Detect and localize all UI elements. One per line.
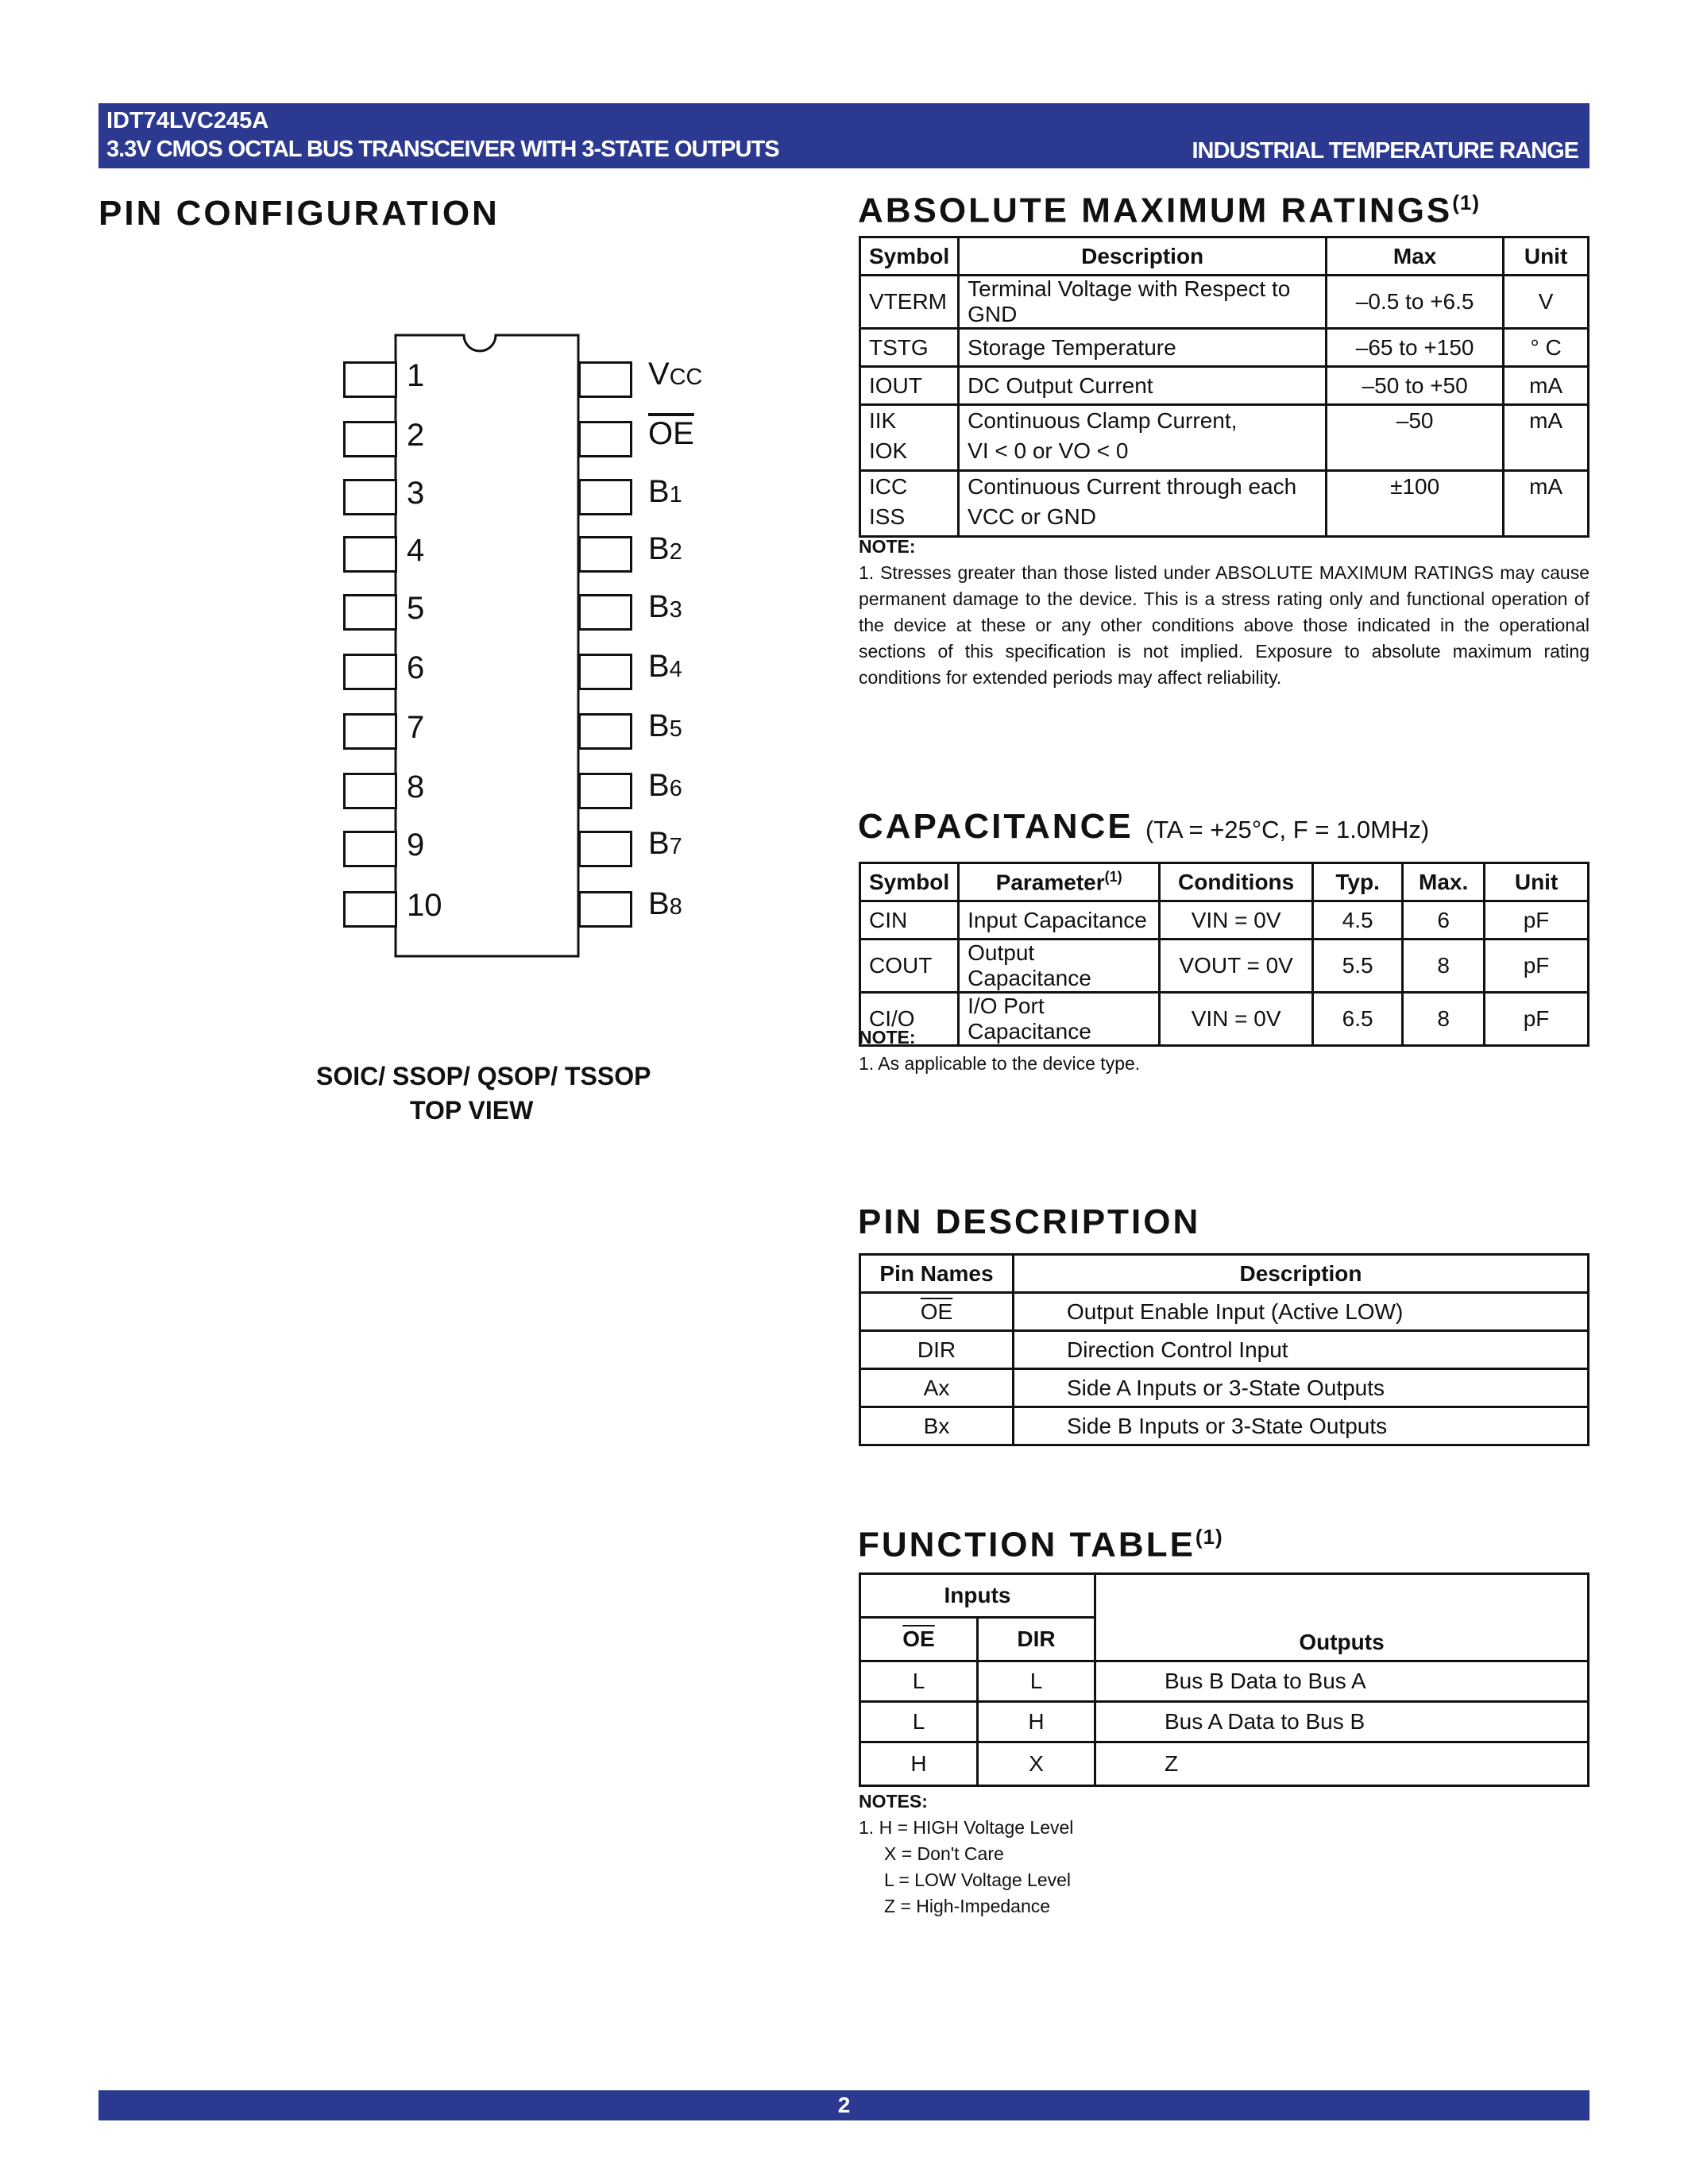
package-label: SOIC/ SSOP/ QSOP/ TSSOP — [316, 1062, 651, 1090]
pin-lead — [578, 536, 632, 573]
oe-cell: H — [860, 1742, 978, 1786]
pin-lead — [343, 361, 397, 398]
unit-cell: mA — [1504, 471, 1589, 537]
pin-label-b2: B2 — [648, 531, 682, 566]
description-cell: Side A Inputs or 3-State Outputs — [1014, 1369, 1589, 1407]
symbol-line: IIK — [869, 408, 897, 433]
capacitance-heading — [858, 807, 1429, 847]
function-table-footnote-ref: (1) — [1195, 1525, 1223, 1549]
description-line: VCC or GND — [968, 504, 1096, 529]
unit-cell: pF — [1485, 940, 1589, 993]
page-number: 2 — [837, 2093, 851, 2117]
pin-cell: DIR — [860, 1331, 1014, 1369]
table-row — [860, 471, 1589, 537]
symbol-cell — [860, 405, 959, 471]
col-max: Max — [1327, 237, 1504, 276]
function-table-heading — [858, 1525, 1223, 1565]
table-row — [860, 367, 1589, 405]
pin-desc-heading: PIN DESCRIPTION — [858, 1202, 1201, 1241]
abs-max-table — [859, 236, 1590, 538]
table-row — [860, 1661, 1589, 1702]
col-parameter — [959, 863, 1160, 901]
col-description: Description — [1014, 1255, 1589, 1293]
conditions-cell: VIN = 0V — [1160, 993, 1313, 1046]
max-cell: 8 — [1403, 993, 1485, 1046]
abs-max-footnote-ref: (1) — [1452, 191, 1481, 214]
table-row — [860, 1407, 1589, 1445]
symbol-cell: IOUT — [860, 367, 959, 405]
table-header-row — [860, 237, 1589, 276]
typ-cell: 4.5 — [1313, 901, 1403, 940]
output-cell: Z — [1095, 1742, 1589, 1786]
output-cell: Bus A Data to Bus B — [1095, 1702, 1589, 1742]
note-text: 1. As applicable to the device type. — [859, 1053, 1141, 1074]
col-oe — [860, 1618, 978, 1661]
note-text: 1. Stresses greater than those listed under ABSOLUTE MAXIMUM RATINGS may cause permanent damage to the device. This is a stress rating only and functional operation of the device at these or any other conditions above those indicated in the operational sections of this specification is not implied. Exposure to absolute maximum rating conditions for extended periods may affect reliability. — [859, 562, 1590, 688]
pin-lead — [343, 773, 397, 809]
pin-lead — [343, 594, 397, 631]
conditions-cell: VOUT = 0V — [1160, 940, 1313, 993]
parameter-cell: Output Capacitance — [959, 940, 1160, 993]
description-cell: Storage Temperature — [959, 329, 1327, 367]
table-row — [860, 901, 1589, 940]
function-table — [859, 1572, 1590, 1787]
footer-bar — [98, 2090, 1590, 2120]
description-line: Continuous Clamp Current, — [968, 408, 1238, 433]
pin-number: 8 — [407, 770, 425, 805]
parameter-footnote-ref: (1) — [1104, 868, 1122, 885]
unit-cell: pF — [1485, 901, 1589, 940]
table-row — [860, 405, 1589, 471]
description-line: Continuous Current through each — [968, 474, 1297, 499]
max-cell: ±100 — [1327, 471, 1504, 537]
abs-max-heading — [858, 191, 1480, 231]
symbol-cell: COUT — [860, 940, 959, 993]
table-row — [860, 1293, 1589, 1331]
col-unit: Unit — [1504, 237, 1589, 276]
description-cell: Output Enable Input (Active LOW) — [1014, 1293, 1589, 1331]
pin-lead — [343, 713, 397, 750]
pin-lead — [578, 421, 632, 457]
pin-number: 9 — [407, 828, 425, 862]
pin-lead — [578, 773, 632, 809]
pin-lead — [578, 891, 632, 928]
pin-lead — [343, 421, 397, 457]
oe-cell: L — [860, 1702, 978, 1742]
notes-heading: NOTES: — [859, 1791, 928, 1812]
col-outputs: Outputs — [1095, 1574, 1589, 1661]
col-symbol: Symbol — [860, 237, 959, 276]
max-cell: –65 to +150 — [1327, 329, 1504, 367]
col-unit: Unit — [1485, 863, 1589, 901]
table-row — [860, 276, 1589, 329]
pin-cell — [860, 1293, 1014, 1331]
symbol-cell: VTERM — [860, 276, 959, 329]
typ-cell: 6.5 — [1313, 993, 1403, 1046]
note-heading: NOTE: — [859, 1027, 916, 1048]
unit-cell: ° C — [1504, 329, 1589, 367]
function-table-notes — [859, 1788, 1590, 1920]
max-cell: –50 — [1327, 405, 1504, 471]
pin-lead — [578, 654, 632, 690]
dir-cell: L — [978, 1661, 1095, 1702]
unit-cell: mA — [1504, 367, 1589, 405]
symbol-line: IOK — [869, 438, 908, 463]
table-row — [860, 1702, 1589, 1742]
col-symbol: Symbol — [860, 863, 959, 901]
table-header-row — [860, 1574, 1589, 1618]
pin-number: 1 — [407, 358, 425, 393]
col-pin-names: Pin Names — [860, 1255, 1014, 1293]
pin-label-b3: B3 — [648, 589, 682, 624]
symbol-line: ISS — [869, 504, 906, 529]
header-banner — [98, 103, 1590, 168]
function-table-title: FUNCTION TABLE — [858, 1525, 1196, 1565]
pin-number: 6 — [407, 650, 425, 685]
pin-lead — [343, 536, 397, 573]
oe-cell: L — [860, 1661, 978, 1702]
pin-number: 5 — [407, 591, 425, 626]
dir-cell: X — [978, 1742, 1095, 1786]
symbol-cell: CI/O — [860, 993, 959, 1046]
col-parameter-label: Parameter — [995, 870, 1105, 895]
document-title: 3.3V CMOS OCTAL BUS TRANSCEIVER WITH 3-STATE OUTPUTS — [106, 137, 779, 162]
col-conditions: Conditions — [1160, 863, 1313, 901]
pin-label-oe: $\overline{OE}$ — [648, 416, 694, 451]
pin-number: 2 — [407, 418, 425, 453]
symbol-cell: TSTG — [860, 329, 959, 367]
table-row — [860, 1369, 1589, 1407]
pin-cell: Ax — [860, 1369, 1014, 1407]
col-inputs: Inputs — [860, 1574, 1095, 1618]
pin-number: 10 — [407, 888, 442, 923]
pin-label-b5: B5 — [648, 708, 682, 743]
note-heading: NOTE: — [859, 536, 916, 557]
dir-cell: H — [978, 1702, 1095, 1742]
col-max: Max. — [1403, 863, 1485, 901]
part-number: IDT74LVC245A — [106, 108, 269, 133]
description-cell — [959, 405, 1327, 471]
capacitance-title: CAPACITANCE — [858, 807, 1134, 846]
pin-lead — [578, 594, 632, 631]
col-oe-label: $\overline{OE}$ — [902, 1626, 935, 1651]
pin-lead — [343, 654, 397, 690]
table-row — [860, 1742, 1589, 1786]
pin-number: 3 — [407, 476, 425, 511]
description-cell: Terminal Voltage with Respect to GND — [959, 276, 1327, 329]
pin-lead — [343, 831, 397, 867]
table-row — [860, 940, 1589, 993]
pin-number: 7 — [407, 710, 425, 745]
conditions-cell: VIN = 0V — [1160, 901, 1313, 940]
pin-label-vcc: VCC — [648, 357, 703, 392]
note-line: L = LOW Voltage Level — [884, 1870, 1072, 1890]
table-header-row — [860, 1255, 1589, 1293]
table-row — [860, 329, 1589, 367]
capacitance-condition: (TA = +25°C, F = 1.0MHz) — [1145, 816, 1430, 843]
description-cell — [959, 471, 1327, 537]
output-cell: Bus B Data to Bus A — [1095, 1661, 1589, 1702]
pin-lead — [343, 479, 397, 515]
symbol-cell: CIN — [860, 901, 959, 940]
pin-lead — [578, 831, 632, 867]
pin-number: 4 — [407, 533, 425, 568]
pin-lead — [578, 361, 632, 398]
note-line: Z = High-Impedance — [884, 1896, 1051, 1916]
pin-name: $\overline{OE}$ — [920, 1298, 953, 1324]
description-line: VI < 0 or VO < 0 — [968, 438, 1129, 463]
temperature-range: INDUSTRIAL TEMPERATURE RANGE — [1192, 138, 1578, 164]
abs-max-title: ABSOLUTE MAXIMUM RATINGS — [858, 191, 1453, 230]
pin-config-heading: PIN CONFIGURATION — [98, 194, 500, 233]
max-cell: –0.5 to +6.5 — [1327, 276, 1504, 329]
pin-lead — [578, 713, 632, 750]
max-cell: 8 — [1403, 940, 1485, 993]
pin-desc-table — [859, 1253, 1590, 1446]
col-dir: DIR — [978, 1618, 1095, 1661]
symbol-cell — [860, 471, 959, 537]
typ-cell: 5.5 — [1313, 940, 1403, 993]
pin-label-b8: B8 — [648, 886, 682, 921]
symbol-line: ICC — [869, 474, 908, 499]
pin-lead — [343, 891, 397, 928]
abs-max-note — [859, 534, 1590, 691]
unit-cell: mA — [1504, 405, 1589, 471]
description-cell: Direction Control Input — [1014, 1331, 1589, 1369]
col-typ: Typ. — [1313, 863, 1403, 901]
pin-cell: Bx — [860, 1407, 1014, 1445]
note-line: 1. H = HIGH Voltage Level — [859, 1817, 1074, 1838]
pin-label-b7: B7 — [648, 826, 682, 861]
parameter-cell: I/O Port Capacitance — [959, 993, 1160, 1046]
max-cell: 6 — [1403, 901, 1485, 940]
col-description: Description — [959, 237, 1327, 276]
unit-cell: V — [1504, 276, 1589, 329]
unit-cell: pF — [1485, 993, 1589, 1046]
description-cell: DC Output Current — [959, 367, 1327, 405]
capacitance-table — [859, 862, 1590, 1047]
table-header-row — [860, 863, 1589, 901]
parameter-cell: Input Capacitance — [959, 901, 1160, 940]
note-line: X = Don't Care — [884, 1843, 1004, 1864]
table-row — [860, 1331, 1589, 1369]
capacitance-note — [859, 1024, 1590, 1077]
max-cell: –50 to +50 — [1327, 367, 1504, 405]
view-label: TOP VIEW — [410, 1096, 534, 1125]
pin-label-b6: B6 — [648, 768, 682, 803]
pin-label-b4: B4 — [648, 649, 682, 684]
description-cell: Side B Inputs or 3-State Outputs — [1014, 1407, 1589, 1445]
pin-lead — [578, 479, 632, 515]
pin-label-b1: B1 — [648, 474, 682, 509]
